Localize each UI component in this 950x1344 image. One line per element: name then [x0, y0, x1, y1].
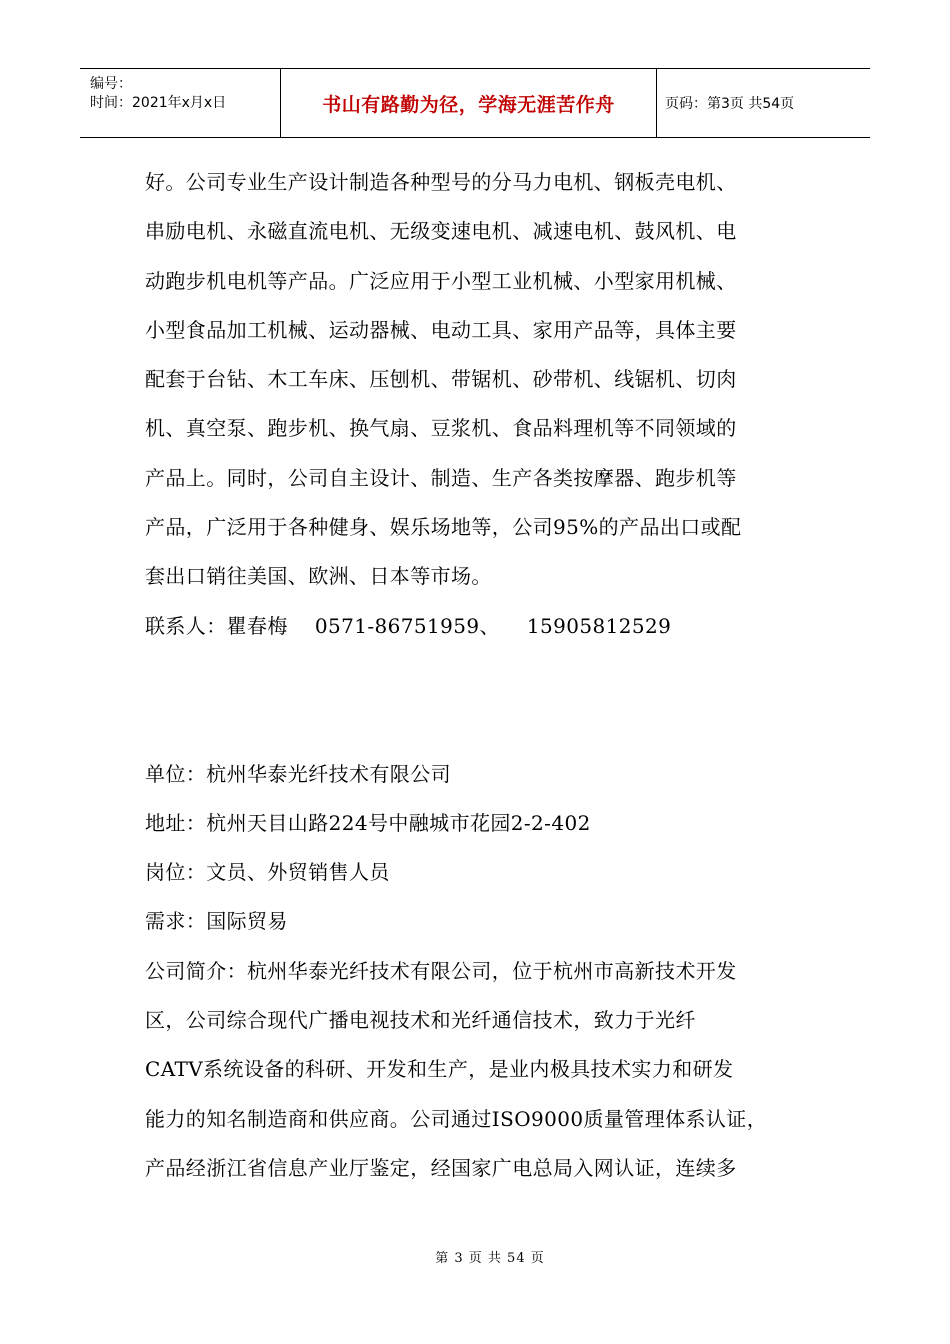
address-line: 地址：杭州天目山路224号中融城市花园2-2-402	[145, 810, 591, 835]
text-line: 区，公司综合现代广播电视技术和光纤通信技术，致力于光纤	[145, 1008, 696, 1033]
header-motto: 书山有路勤为径，学海无涯苦作舟	[281, 69, 657, 137]
header-meta-cell	[80, 69, 281, 137]
text-line: 小型食品加工机械、运动器械、电动工具、家用产品等，具体主要	[145, 317, 737, 342]
text-line: 机、真空泵、跑步机、换气扇、豆浆机、食品料理机等不同领域的	[145, 416, 737, 441]
text-line: 产品上。同时，公司自主设计、制造、生产各类按摩器、跑步机等	[145, 465, 737, 490]
time-label: 时间：2021年x月x日	[90, 95, 227, 111]
text-line: 配套于台钻、木工车床、压刨机、带锯机、砂带机、线锯机、切肉	[145, 367, 737, 392]
text-line: CATV系统设备的科研、开发和生产，是业内极具技术实力和研发	[145, 1057, 734, 1082]
text-line: 产品经浙江省信息产业厅鉴定，经国家广电总局入网认证，连续多	[145, 1155, 737, 1180]
text-line: 套出口销往美国、欧洲、日本等市场。	[145, 564, 492, 589]
text-line: 公司简介：杭州华泰光纤技术有限公司，位于杭州市高新技术开发	[145, 958, 737, 983]
header-page-info: 页码：第3页 共54页	[665, 96, 795, 112]
number-label: 编号：	[90, 76, 132, 92]
page-footer: 第 3 页 共 54 页	[435, 1251, 545, 1266]
text-line: 产品，广泛用于各种健身、娱乐场地等，公司95%的产品出口或配	[145, 515, 742, 540]
document-body	[145, 162, 815, 1197]
text-line: 动跑步机电机等产品。广泛应用于小型工业机械、小型家用机械、	[145, 268, 737, 293]
text-line: 串励电机、永磁直流电机、无级变速电机、减速电机、鼓风机、电	[145, 219, 737, 244]
contact-line: 联系人：瞿春梅 0571-86751959、 15905812529	[145, 613, 672, 638]
text-line: 好。公司专业生产设计制造各种型号的分马力电机、钢板壳电机、	[145, 170, 737, 194]
blank-gap	[145, 655, 815, 754]
page-header	[80, 68, 870, 138]
requirement-line: 需求：国际贸易	[145, 909, 288, 934]
text-line: 能力的知名制造商和供应商。公司通过ISO9000质量管理体系认证，	[145, 1106, 768, 1131]
company-line: 单位：杭州华泰光纤技术有限公司	[145, 761, 451, 786]
position-line: 岗位：文员、外贸销售人员	[145, 860, 390, 885]
